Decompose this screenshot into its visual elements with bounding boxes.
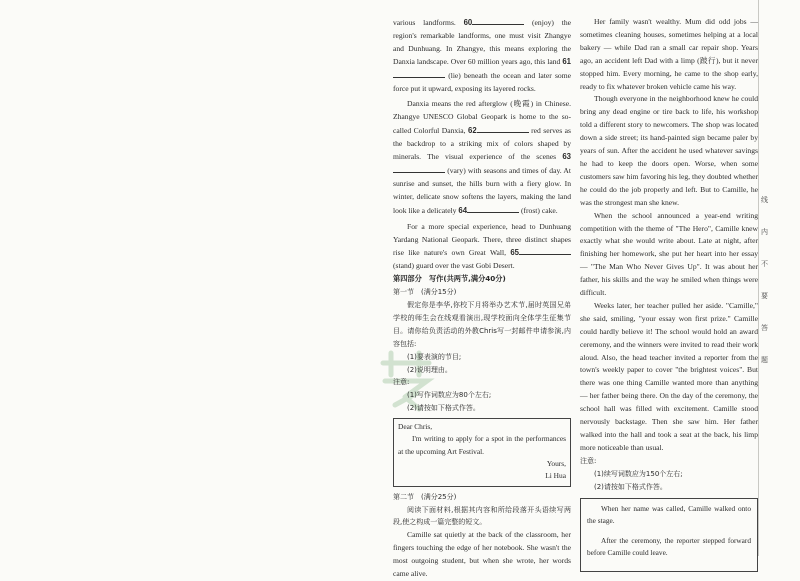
left-column [393,16,571,581]
section1-title: 第一节 (满分15分) [393,288,457,297]
margin-char: 不 [761,260,768,268]
blank-65[interactable] [519,246,571,255]
letter-format-box [393,418,571,486]
blank-61[interactable] [393,69,445,78]
note-1: (1)写作词数应为80个左右; [407,391,492,400]
margin-char: 内 [761,228,768,236]
part4-heading: 第四部分 写作(共两节,满分40分) [393,274,506,284]
blank-62[interactable] [477,124,529,133]
note-label: 注意: [393,378,410,387]
margin-char: 要 [761,292,768,300]
right-column [580,16,758,572]
continuation-note-2: (2)请按如下格式作答。 [594,482,667,491]
blank-number-64: 64 [458,205,468,215]
continuation-note-label: 注意: [580,456,597,465]
passage-paragraph-3: For a more special experience, head to Dunhuang Yardang National Geopark. There, three distinct shapes rise like nature's own Great Wall, 65 (stand) guard over the vast Gobi Desert. [393,221,571,271]
section2-prompt: 阅读下面材料,根据其内容和所给段落开头语续写两段,使之构成一篇完整的短文。 [393,505,571,527]
letter-greeting: Dear Chris, [398,422,433,432]
blank-63[interactable] [393,164,445,173]
letter-signature: Li Hua [545,471,566,481]
blank-number-60: 60 [463,18,473,27]
letter-body: I'm writing to apply for a spot in the performances at the upcoming Art Festival. [398,434,566,456]
requirement-1: (1)要表演的节目; [407,352,462,361]
margin-char: 线 [761,196,768,204]
continuation-format-box [580,498,758,572]
blank-number-63: 63 [562,152,571,162]
margin-char: 题 [761,356,768,364]
story-paragraph-2: Her family wasn't wealthy. Mum did odd jobs — sometimes cleaning houses, sometimes helping at a local bakery — while Dad ran a small car repair shop. Years ago, an accident left Dad with a limp (跛行), but it never stopped him. Every morning, he came to the shop early, ready to fix whatever broken vehicle came his way. [580,17,758,91]
page-spine [758,0,759,556]
continuation-opening-2: After the ceremony, the reporter stepped forward before Camille could leave. [587,536,751,558]
passage-paragraph-1: various landforms. 60 (enjoy) the region's remarkable landforms, one must visit Zhangye and Dunhuang. In Zhangye, this means exploring the Danxia landscape. Over 60 million years ago, this land 61 (lie) beneath the ocean and later some force put it upward, exposing its layered rocks. [393,18,571,93]
letter-close: Yours, [546,459,566,469]
continuation-opening-1: When her name was called, Camille walked onto the stage. [587,503,751,525]
blank-number-65: 65 [510,248,519,258]
margin-char: 答 [761,324,768,332]
story-paragraph-4: When the school announced a year-end writing competition with the theme of "The Hero", Camille knew exactly what she would write about. Late at night, after finishing her homework, she put her heart into her essay — "The Man Who Never Gives Up". It was about her father, his skills and the way he smiled when things were difficult. [580,210,758,298]
section1-prompt: 假定你是李华,你校下月将举办艺术节,届时英国兄弟学校的师生会在线观看演出,现学校面向全体学生征集节目。请你给负责活动的外教Chris写一封邮件申请参演,内容包括: [393,301,571,348]
requirement-2: (2)说明理由。 [407,365,452,374]
blank-64[interactable] [467,204,519,213]
blank-number-62: 62 [468,126,477,136]
binding-margin-notice [760,195,774,375]
continuation-note-1: (1)续写词数应为150个左右; [594,469,683,478]
section2-title: 第二节 (满分25分) [393,492,457,501]
story-paragraph-3: Though everyone in the neighborhood knew he could bring any dead engine or tire back to life, his workshop told a different story to newcomers. The shop was located down a side street; its hand-painted sign became paler by years of sun. After the accident he used whatever savings he had to keep the doors open. Worse, when some customers saw him favoring his leg, they doubted whether he could do the job properly and left. But to Camille, he was the strongest man she knew. [580,94,758,207]
note-2: (2)请按如下格式作答。 [407,404,480,413]
blank-number-61: 61 [562,56,571,66]
story-paragraph-1: Camille sat quietly at the back of the classroom, her fingers touching the edge of her notebook. She wasn't the most outgoing student, but when she wrote, her words came alive. [393,530,571,579]
blank-60[interactable] [472,16,524,25]
passage-paragraph-2: Danxia means the red afterglow (晚霞) in Chinese. Zhangye UNESCO Global Geopark is home to the so-called Colorful Danxia, 62 red serves as the backdrop to a striking mix of colors shaped by minerals. The visual experience of the scenes 63 (vary) with seasons and times of day. At sunrise and sunset, the hills burn with a fiery glow. In winter, delicate snow softens the layers, making the land look like a delicately 64 (frost) cake. [393,99,571,215]
story-paragraph-5: Weeks later, her teacher pulled her aside. "Camille," she said, smiling, "your essay won first prize." Camille could hardly believe it! The school would hold an award ceremony, and the winners were invited to read their work aloud. Also, the head teacher invited a reporter from the town's weekly paper to cover "the brightest voices". But there was one thing Camille wanted more than anything — her father being there. On the day of the ceremony, the school hall was filled with excitement. Camille stood nervously backstage. Then she saw him. Her father walked into the hall and took a seat at the back, his limp more noticeable than usual. [580,300,758,452]
